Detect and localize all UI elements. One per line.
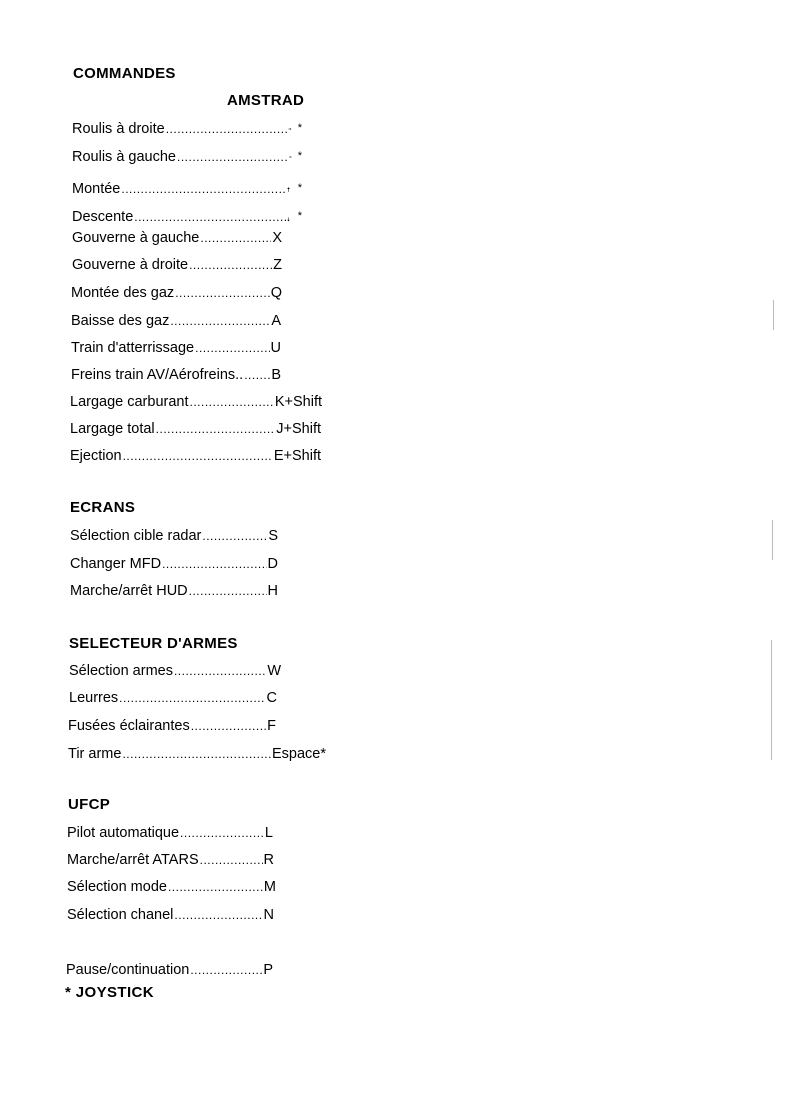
leader-dots bbox=[122, 747, 271, 761]
control-row bbox=[72, 257, 282, 277]
control-label: Roulis à droite bbox=[72, 121, 165, 137]
control-label: Sélection armes bbox=[69, 663, 173, 679]
control-label: Marche/arrêt ATARS bbox=[67, 852, 199, 868]
control-row bbox=[67, 879, 276, 899]
joystick-marker: * bbox=[297, 122, 302, 134]
control-label: Roulis à gauche bbox=[72, 149, 176, 165]
control-row bbox=[72, 175, 302, 195]
control-row bbox=[71, 313, 281, 333]
scan-artifact bbox=[772, 520, 773, 560]
control-label: Marche/arrêt HUD bbox=[70, 583, 188, 599]
control-key: R bbox=[263, 852, 274, 868]
control-row bbox=[70, 528, 278, 548]
leader-dots bbox=[174, 664, 266, 678]
control-row bbox=[69, 690, 277, 710]
control-row bbox=[70, 556, 278, 576]
control-row bbox=[70, 583, 278, 603]
control-row bbox=[71, 340, 281, 360]
control-label: Sélection cible radar bbox=[70, 528, 202, 544]
leader-dots bbox=[134, 210, 286, 224]
control-label: Largage total bbox=[70, 421, 155, 437]
control-row bbox=[69, 663, 281, 683]
arrow-left-icon bbox=[289, 150, 292, 164]
leader-dots bbox=[190, 395, 274, 409]
section-heading-selecteur-armes: SELECTEUR D'ARMES bbox=[69, 635, 238, 652]
control-label: Changer MFD bbox=[70, 556, 162, 572]
control-label: Largage carburant bbox=[70, 394, 189, 410]
control-label: Sélection chanel bbox=[67, 907, 174, 923]
leader-dots bbox=[121, 182, 286, 196]
control-label: Train d'atterrissage bbox=[71, 340, 195, 356]
control-key: Z bbox=[273, 257, 282, 273]
control-row bbox=[72, 119, 302, 139]
control-label: Pilot automatique bbox=[67, 825, 180, 841]
control-key: W bbox=[267, 663, 281, 679]
control-key: Espace* bbox=[271, 746, 326, 762]
leader-dots bbox=[244, 368, 270, 382]
platform-heading-amstrad: AMSTRAD bbox=[227, 92, 305, 109]
leader-dots bbox=[119, 691, 265, 705]
control-key: M bbox=[263, 879, 276, 895]
control-row-pause bbox=[66, 962, 273, 982]
leader-dots bbox=[170, 314, 270, 328]
control-row bbox=[72, 147, 302, 167]
joystick-marker: * bbox=[297, 182, 302, 194]
section-heading-ufcp: UFCP bbox=[68, 796, 111, 813]
arrow-up-icon bbox=[287, 180, 292, 198]
control-label: Descente bbox=[72, 209, 134, 225]
control-label: Ejection bbox=[70, 448, 122, 464]
leader-dots bbox=[162, 557, 266, 571]
leader-dots bbox=[191, 719, 266, 733]
control-row bbox=[67, 825, 273, 845]
joystick-marker: * bbox=[297, 150, 302, 162]
control-label: Gouverne à gauche bbox=[72, 230, 200, 246]
control-key: S bbox=[268, 528, 278, 544]
control-label: Montée bbox=[72, 181, 121, 197]
section-heading-ecrans: ECRANS bbox=[70, 499, 136, 516]
leader-dots bbox=[189, 584, 267, 598]
control-key: K+Shift bbox=[274, 394, 322, 410]
joystick-footnote: * JOYSTICK bbox=[65, 984, 155, 1001]
control-key: N bbox=[263, 907, 274, 923]
control-label: Pause/continuation bbox=[66, 962, 190, 978]
control-label: Tir arme bbox=[68, 746, 122, 762]
leader-dots bbox=[189, 258, 272, 272]
control-row bbox=[72, 203, 302, 223]
control-row bbox=[71, 285, 282, 305]
arrow-down-icon bbox=[287, 210, 291, 228]
control-label: Sélection mode bbox=[67, 879, 167, 895]
leader-dots bbox=[168, 880, 263, 894]
control-row bbox=[70, 394, 322, 414]
control-label: Gouverne à droite bbox=[72, 257, 189, 273]
control-key: D bbox=[267, 556, 278, 572]
leader-dots bbox=[177, 150, 288, 164]
control-key: X bbox=[272, 230, 282, 246]
control-key: H bbox=[267, 583, 278, 599]
control-key: A bbox=[271, 313, 281, 329]
leader-dots bbox=[123, 449, 273, 463]
leader-dots bbox=[180, 826, 264, 840]
control-label: Baisse des gaz bbox=[71, 313, 170, 329]
control-row bbox=[67, 852, 274, 872]
control-key: J+Shift bbox=[276, 421, 321, 437]
arrow-right-icon bbox=[288, 122, 291, 136]
control-key: E+Shift bbox=[273, 448, 321, 464]
control-row bbox=[70, 421, 321, 441]
joystick-marker: * bbox=[297, 210, 302, 222]
scan-artifact bbox=[771, 640, 772, 760]
leader-dots bbox=[200, 853, 263, 867]
control-key: L bbox=[264, 825, 273, 841]
control-row bbox=[72, 230, 282, 250]
control-row bbox=[70, 448, 321, 468]
leader-dots bbox=[190, 963, 262, 977]
leader-dots bbox=[166, 122, 288, 136]
leader-dots bbox=[202, 529, 267, 543]
control-key: Q bbox=[270, 285, 282, 301]
leader-dots bbox=[175, 286, 270, 300]
leader-dots bbox=[174, 908, 262, 922]
control-label: Fusées éclairantes bbox=[68, 718, 190, 734]
control-key: P bbox=[263, 962, 273, 978]
control-label: Freins train AV/Aérofreins.. bbox=[71, 367, 244, 383]
control-key: C bbox=[266, 690, 277, 706]
control-row bbox=[67, 907, 274, 927]
control-key: U bbox=[270, 340, 281, 356]
leader-dots bbox=[195, 341, 269, 355]
control-key: B bbox=[271, 367, 281, 383]
control-label: Montée des gaz bbox=[71, 285, 175, 301]
section-heading-commandes: COMMANDES bbox=[73, 65, 176, 82]
leader-dots bbox=[200, 231, 271, 245]
control-row bbox=[68, 746, 326, 766]
control-key: F bbox=[267, 718, 276, 734]
scan-artifact bbox=[773, 300, 774, 330]
control-row bbox=[68, 718, 276, 738]
control-label: Leurres bbox=[69, 690, 119, 706]
leader-dots bbox=[156, 422, 276, 436]
control-row bbox=[71, 367, 281, 387]
